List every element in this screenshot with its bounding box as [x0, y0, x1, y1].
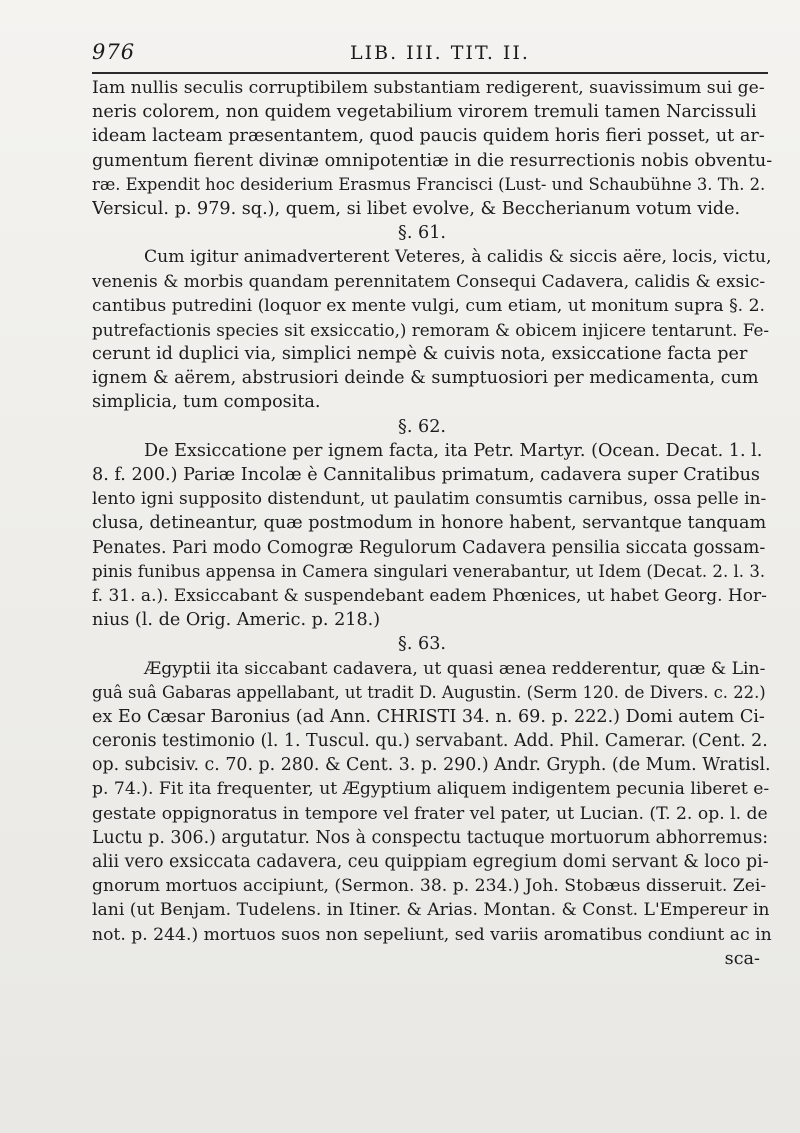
text-line: op. subcisiv. c. 70. p. 280. & Cent. 3. p. 290.) Andr. Gryph. (de Mum. Wratisl.: [92, 755, 771, 776]
text-line: ideam lacteam præsentantem, quod paucis quidem horis fieri posset, ut ar-: [92, 126, 765, 147]
text-line: guâ suâ Gabaras appellabant, ut tradit D. Augustin. (Serm 120. de Divers. c. 22.): [92, 682, 766, 702]
text-line: alii vero exsiccata cadavera, ceu quippiam egregium domi servant & loco pi-: [92, 852, 769, 872]
text-line: venenis & morbis quandam perennitatem Consequi Cadavera, calidis & exsic-: [92, 271, 766, 292]
text-line: ceronis testimonio (l. 1. Tuscul. qu.) servabant. Add. Phil. Camerar. (Cent. 2.: [92, 731, 768, 752]
section-heading: §. 62.: [398, 416, 446, 437]
text-line: nius (l. de Orig. Americ. p. 218.): [92, 610, 381, 631]
section-heading: §. 63.: [398, 634, 446, 655]
text-line: Versicul. p. 979. sq.), quem, si libet evolve, & Beccherianum votum vide.: [92, 198, 741, 219]
text-line: simplicia, tum composita.: [92, 392, 321, 413]
section-heading: §. 61.: [398, 223, 446, 244]
text-line: De Exsiccatione per ignem facta, ita Petr. Martyr. (Ocean. Decat. 1. l.: [144, 440, 763, 461]
text-line: putrefactionis species sit exsiccatio,) remoram & obicem injicere tentarunt. Fe-: [92, 319, 770, 340]
text-line: lani (ut Benjam. Tudelens. in Itiner. & Arias. Montan. & Const. L'Empereur in: [92, 900, 770, 921]
page-number: 976: [92, 40, 136, 64]
text-line: pinis funibus appensa in Camera singulari venerabantur, ut Idem (Decat. 2. l. 3.: [92, 561, 766, 581]
text-line: cerunt id duplici via, simplici nempè & cuivis nota, exsiccatione facta per: [92, 344, 748, 365]
catchword: sca-: [724, 948, 760, 969]
text-line: Luctu p. 306.) argutatur. Nos à conspectu tactuque mortuorum abhorremus:: [92, 827, 769, 848]
text-line: gestate oppignoratus in tempore vel frater vel pater, ut Lucian. (T. 2. op. l. de: [92, 803, 768, 824]
text-line: cantibus putredini (loquor ex mente vulgi, cum etiam, ut monitum supra §. 2.: [92, 295, 765, 316]
running-title: LIB. III. TIT. II.: [350, 42, 530, 64]
text-line: p. 74.). Fit ita frequenter, ut Ægyptium aliquem indigentem pecunia liberet e-: [92, 779, 770, 800]
text-line: not. p. 244.) mortuos suos non sepeliunt, sed variis aromatibus condiunt ac in: [92, 924, 772, 945]
text-line: Iam nullis seculis corruptibilem substantiam redigerent, suavissimum sui ge-: [92, 78, 765, 98]
text-line: Cum igitur animadverterent Veteres, à calidis & siccis aëre, locis, victu,: [144, 247, 772, 268]
text-line: gumentum fierent divinæ omnipotentiæ in die resurrectionis nobis obventu-: [92, 150, 772, 171]
text-line: Penates. Pari modo Comogræ Regulorum Cadavera pensilia siccata gossam-: [92, 537, 766, 558]
text-line: Ægyptii ita siccabant cadavera, ut quasi ænea redderentur, quæ & Lin-: [144, 658, 766, 679]
header-rule: [92, 72, 768, 74]
text-line: f. 31. a.). Exsiccabant & suspendebant eadem Phœnices, ut habet Georg. Hor-: [92, 585, 767, 606]
text-line: lento igni supposito distendunt, ut paulatim consumtis carnibus, ossa pelle in-: [92, 489, 767, 510]
text-line: gnorum mortuos accipiunt, (Sermon. 38. p. 234.) Joh. Stobæus disseruit. Zei-: [92, 876, 767, 897]
page-header: [92, 40, 772, 70]
text-line: ignem & aërem, abstrusiori deinde & sumptuosiori per medicamenta, cum: [92, 368, 759, 389]
text-line: ex Eo Cæsar Baronius (ad Ann. CHRISTI 34. n. 69. p. 222.) Domi autem Ci-: [92, 706, 765, 727]
text-line: 8. f. 200.) Pariæ Incolæ è Cannitalibus primatum, cadavera super Cratibus: [92, 465, 760, 485]
text-line: clusa, detineantur, quæ postmodum in honore habent, servantque tanquam: [92, 513, 767, 534]
text-line: ræ. Expendit hoc desiderium Erasmus Francisci (Lust- und Schaubühne 3. Th. 2.: [92, 174, 766, 194]
text-line: neris colorem, non quidem vegetabilium virorem tremuli tamen Narcissuli: [92, 102, 757, 123]
body-text: [92, 76, 772, 971]
